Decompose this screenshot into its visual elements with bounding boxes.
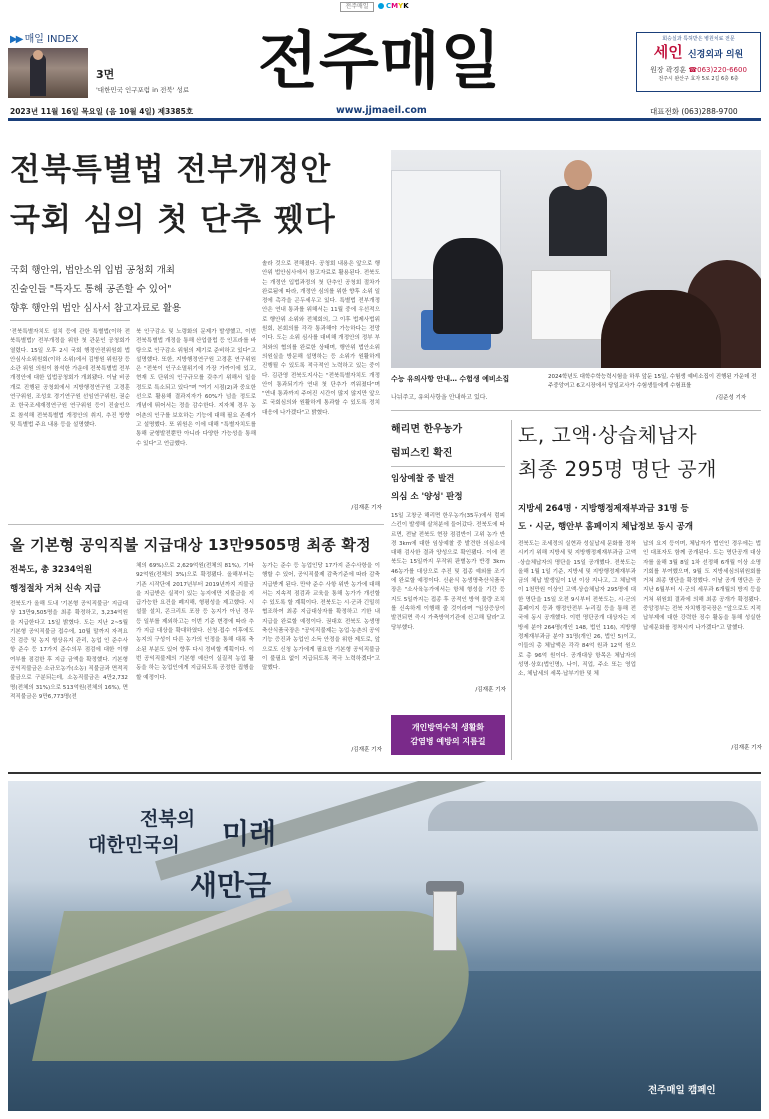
beef-headline-line1[interactable]: 해리면 한우농가	[391, 424, 463, 435]
main-phone: 대표전화 (063)288-9700	[650, 107, 738, 116]
photo-author: /김준성 기자	[716, 395, 747, 401]
lead-author: /김재훈 기자	[351, 505, 382, 511]
lead-body-col3: 솔라 것으로 전해졌다. 공청회 내용은 앞으로 행안위 법안심사에서 참고자료로 활용된다. 전북도는 개정안 입법과정의 첫 단추인 공청회 절차가 완료됨에 따라, 개정안 심의를 위한 향후 소위 일정에 촉각을 곤두세우고 있다. 특별법 전부개정안은 연내 통과를 위해서는 11월 중에 우선적으로 행안위 소위와 전체회의, 그 이후 법제사법위원회, 본회의를 각각 통과해야 가능하다는 전망이다. 도는 소위 심사를 대비해 개정안의 정부 부처와의 협의를 완료한 상태며, 행안위 법안소위 의원실을 방문해 설명하는 등 소위가 원활하게 진행될 수 있도록 적극적인 노력하고 있는 중이다. 김관영 전북도지사는 "전북특별자치도 개정안이 통과되기가 연내 첫 단추가 끼워졌다"며 "연내 통과까지 주어진 시간이 많지 않지만 앞으로 국회심의와 원활하게 통과할 수 있도록 정치 대응에 나가겠다"고 밝혔다.	[262, 261, 380, 416]
tax-headline-line1[interactable]: 도, 고액·상습체납자	[518, 423, 698, 447]
beef-headline-line2[interactable]: 럼피스킨 확진	[391, 448, 453, 459]
tax-body-col2: 납의 요지 등이며, 체납자가 법인인 경우에는 법인 대표자도 함께 공개된다. 도는 명단공개 대상자를 올해 3월 8일 1차 선정해 6개월 이상 소명기회를 부여했으며, 9월 도 지방세심의위원회를 거쳐 최종 명단을 확정했다. 이날 공개 명단은 공 지난 6월부터 시·군의 세무과 6개월의 방지 등을 거쳐 위원회 결과에 의해 최종 공개가 확정됐다. 중앙정부는 전북 자치행정국장은 "앞으로도 지적납부제에 대한 강력한 징수 활동을 통해 성실한 납세문화를 정착시켜 나가겠다"고 말했다.	[643, 541, 761, 631]
lead-headline-line1[interactable]: 전북특별법 전부개정안	[10, 152, 332, 188]
photo-caption-headline: 수능 유의사항 안내… 수험생 예비소집	[391, 375, 510, 383]
tax-headline-line2[interactable]: 최종 295명 명단 공개	[518, 457, 717, 481]
lead-subhead-2: 진술인들 "특자도 통해 공존할 수 있어"	[10, 284, 172, 295]
masthead-divider	[8, 118, 761, 121]
top-advertisement[interactable]	[636, 32, 761, 92]
lead-subhead-divider	[10, 320, 130, 321]
banner-line2: 감염병 예방의 지름길	[410, 737, 486, 746]
photo-bottom-divider	[391, 410, 761, 411]
campaign-banner[interactable]	[391, 715, 505, 755]
section2-body-col2: 체의 69%)으로 2,629억원(전체의 81%), 기타 92억원(전체의 3%)으로 확정됐다. 올해부터는 기존 시작단에 2017년부터 2019년까지 지불금을 지급받은 실적이 있는 농지에만 지불금을 지급가능한 요건을 폐지해, 형평성을 제고했다. 시설물 설치, 콘크리트 포장 등 농지가 아닌 경우 등 일부를 제외하고는 이번 기준 변경에 따라 추가 지급 대상을 확대하였다. 신청·접수 이후에도 농지의 구성이 다른 농가의 인정을 통해 대폭 축소된 부분도 있어 향후 다시 정비할 계획이다. 이번 공익직불제의 기본형 예산이 실질적 농업 활동을 하는 농업인에게 지급되도록 공정한 집행을 할 예정이다.	[136, 563, 254, 681]
beef-divider	[391, 466, 505, 467]
beef-author: /김재훈 기자	[475, 687, 506, 693]
dateline: 2023년 11월 16일 목요일 (음 10월 4일) 제3385호	[10, 107, 194, 116]
index-description[interactable]: '대한민국 인구포럼 in 전북' 성료	[96, 86, 190, 94]
section2-body-col1: 전북도가 올해 도내 '기본형 공익직불금' 지급대상 13만9,505명을 최종 확정하고, 3,234억원을 지급한다고 15일 밝혔다. 도는 지난 2~5월 기본형 공익직불금 접수에, 10월 말까지 자격요건 검증 및 농지 형상유지 관리, 농업 인 준수사항 준수 등 17가지 준수의무 점검에 대한 이행 여부를 점검한 후 지급 금액을 확정했다. 기본형 공익직불금은 소규모농가(소농) 직불금과 면적직불금으로 구분되는데, 소농직불금은 4만2,732명(전체의 31%)으로 513억원(전체의 16%), 면적직불금은 9만6,773명(전	[10, 601, 128, 700]
lead-subhead-3: 향후 행안위 법안 심사서 참고자료로 활용	[10, 303, 182, 314]
index-page-number: 3면	[96, 68, 115, 81]
ad-clinic-name: 세인 신경외과 의원	[653, 43, 744, 61]
section2-headline[interactable]: 올 기본형 공익직불 지급대상 13만9505명 최종 확정	[10, 536, 371, 554]
section2-top-divider	[8, 524, 384, 525]
index-label: ▶▶ 매일 INDEX	[10, 34, 79, 45]
lead-body-col1: '전북특별자치도 설치 등에 관한 특별법(이하 전북특별법)' 전부개정을 위한 첫 관문인 공청회가 열렸다. 15일 오후 2시 국회 행정안전위원회 법안심사소위원회(이하 소위)에서 김병원 위원장 등 소관 위원 의원이 참석한 가운데 전북특별법 전부개정안에 대한 입법공청회가 개최됐다. 이날 비공개로 진행된 공청회에서 지방행정연구원 고경훈 연구위원, 조성호 경기연구원 선임연구위원, 권순조 한국조세재정연구원 연구위원 등이 진술인으로 참석해 전북특별법 개정안의 취지, 추진 방향 및 특별법 주요 내용 등을 설명했다.	[10, 329, 130, 428]
section2-author: /김재훈 기자	[351, 747, 382, 753]
ad-text-jeonbuk: 전북의	[140, 808, 196, 830]
cmyk-mark: CMYK	[378, 2, 409, 10]
registration-mark: 전주매일	[340, 2, 374, 12]
lead-body-col2: 북 인구감소 및 노령화의 문제가 발생했고, 이번 전북특별법 개정을 통해 산업클럽 등 인프라를 바탕으로 인구감소 위험의 제기로 준비하고 있다"고 설명했다. 또한, 지방행정연구원 고경훈 연구위원은 "전북이 인구소멸위기에 가장 가까이에 있고, 현재 도 단위의 인구규모를 갖추기 위해서 일을 정도로 특소되고 있다"며 "여기 시점(2)과 중요한 선으로 활용해 결과지자가 60%가 넘을 정도로 개념에 뛰어서는 정을 감수한다. 지자체 경우 농어촌의 인구를 보호하는 기능에 대해 필요 존재가 고 설명했다. 또 위원은 이에 대해 "특별자치도를 통해 균형발전뿐만 아니라 다양한 가능성을 통해 수 있다"고 언급했다.	[136, 329, 256, 447]
website-link[interactable]: www.jjmaeil.com	[336, 105, 427, 116]
section2-subhead-1: 전북도, 총 3234억원	[10, 565, 93, 575]
lead-subhead-1: 국회 행안위, 법안소위 입법 공청회 개최	[10, 265, 175, 276]
exam-classroom-photo[interactable]	[391, 150, 761, 368]
photo-caption: 2024학년도 대학수학능력시험을 하루 앞둔 15일, 수험생 예비소집이 진행된 가운데 전주중앙여고 6고시장에서 당일교사가 수험생들에게 수험표를	[548, 374, 757, 389]
ad-top-divider	[8, 772, 761, 774]
ad-brand: 전주매일 캠페인	[648, 1085, 716, 1096]
beef-body: 15일 고창군 해리면 한우농가(35두)에서 럼피스킨이 발생해 살처분에 들어갔다. 전북도에 따르면, 전날 전북도 현장 점검반이 고위 농가 반경 3km에 대한 임상예찰 중 발견한 의심소에 대해 검사한 결과 양성으로 확인됐다. 이에 전북도는 15일까지 무작위 판별농가 반경 3km 46농가를 대상으로 추진 및 접종 예외를 조기에 완료할 예정이다. 신윤식 농생명축산식품국장은 "소사육농가에서는 항체 형성을 기간 등 지도 5일까지는 접종 후 공적인 방역 물량 조치를 신속하게 이행해 줄 것이라며 "임상증상이 발견되면 즉시 가축방역기관에 신고해 달라"고 당부했다.	[391, 513, 505, 631]
newspaper-logo: 전주매일	[258, 24, 502, 97]
lead-headline-line2[interactable]: 국회 심의 첫 단추 뀄다	[10, 202, 336, 238]
ad-text-korea: 대한민국의	[88, 834, 180, 856]
banner-line1: 개인방역수칙 생활화	[411, 723, 485, 732]
section2-subhead-2: 행정절차 거쳐 신속 지급	[10, 584, 101, 594]
index-photo[interactable]	[8, 48, 88, 98]
ad-address: 전주시 완산구 효자 5로 2길 6층 6층	[658, 76, 739, 82]
photo-caption-continued: 나뉘주고, 유의사항을 안내하고 있다.	[391, 394, 488, 401]
tax-body-col1: 전북도는 조세정의 실현과 성실납세 문화를 정착시키기 위해 지방세 및 지방행정제재부과금 고액·상습체납자의 명단을 15일 공개했다. 전북도는 올해 1월 1일 기준, 지방세 및 지방행정제재부과금의 체납 발생일이 1년 이상 지나고, 그 체납액이 1천만원 이상인 고액·상습체납자 295명에 대한 명단을 15일 오전 9시부터 전북도는, 시·군의 홈페이지 등과 행정안전부 누리집 등을 통해 전국에 동시 공개했다. 이번 명단공개 대상자는 지방세 분야 264명(개인 148, 법인 116), 지방행정제재부과금 분야 31명(개인 26, 법인 5)이고, 이들의 총 체납액은 각각 84억 원과 12억 원으로 총 96억 원이다. 공개대상 항목은 체납자의 성명·상호(법인명), 나이, 직업, 주소 또는 영업소, 체납세의 세목·납부기한 및 체	[518, 541, 636, 678]
beef-subhead-2: 의심 소 '양성' 판정	[391, 492, 463, 502]
ad-director: 원장 곽경훈 ☎063)220-6600	[650, 66, 747, 74]
tax-subhead-2: 도 · 시군, 행안부 홈페이지 체납정보 동시 공개	[518, 522, 693, 532]
beef-subhead-1: 임상예찰 중 발견	[391, 474, 455, 484]
ad-text-future: 미래	[222, 817, 277, 850]
tax-author: /김재훈 기자	[731, 745, 762, 751]
ad-tagline: 회승실과 특허받은 병원치료 전문	[662, 36, 735, 42]
column-divider	[511, 420, 512, 760]
section2-body-col3: 농가는 준수 등 농업인당 17가지 준수사항을 이행할 수 있어, 공익직불제 감축기준에 따라 감축 지급받게 된다. 만약 준수 사항 위반 농가에 대해서는 지속적 점검과 교육을 통해 농가가 개선할 수 있도록 할 계획이다. 전북도는 시·군과 긴밀히 협조하여 최종 지급대상자를 확정하고 기한 내 지급을 완료할 예정이다. 권대호 전북도 농생명축산식품국장은 "공익직불제는 농업·농촌의 공익기능 증진과 농업인 소득 안정을 위한 제도로, 앞으로도 신청 농가에게 필요한 기본형 공익직불금이 불필요 없이 지급되도록 적극 노력하겠다"고 말했다.	[262, 563, 380, 672]
ad-text-saemangeum: 새만금	[190, 869, 272, 902]
tax-subhead-1: 지방세 264명 · 지방행정제재부과금 31명 등	[518, 504, 689, 514]
